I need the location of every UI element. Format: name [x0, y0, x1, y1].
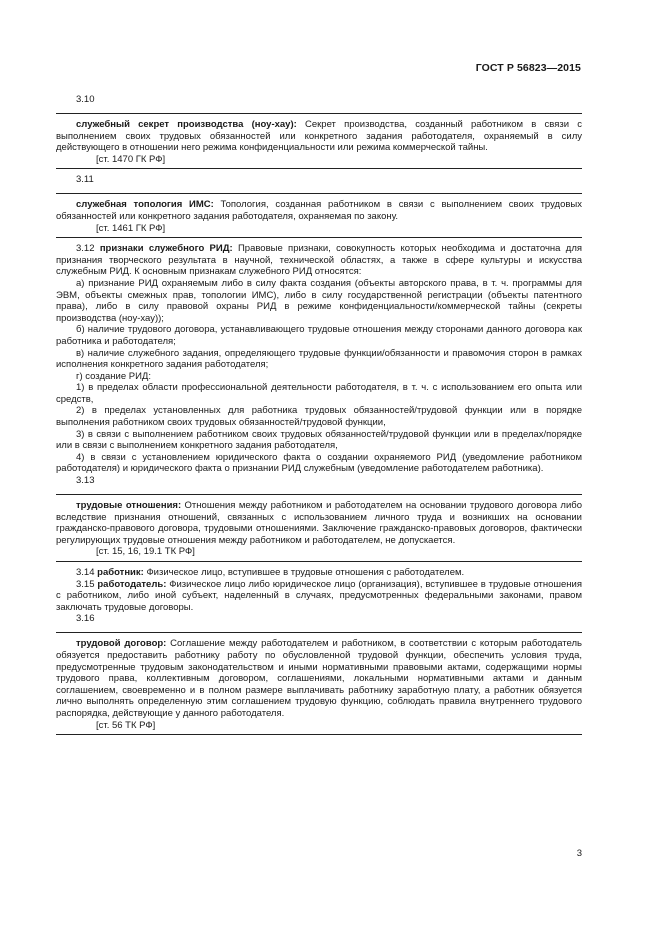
definition-box: [56, 193, 582, 238]
term: трудовой договор:: [76, 638, 167, 650]
section-number: 3.14: [76, 567, 95, 578]
definition: Отношения между работником и работодателем на основании трудового договора либо вследствие признания отношений, связанных с использованием личного труда и возникших на основании гражданско-правового договора, трудовыми отношениями. Заключение гражданско-правовых договоров, фактически регулирующих трудовые отношения между работником и работодателем, не допускается.: [56, 500, 582, 546]
source-reference: [ст. 1461 ГК РФ]: [96, 222, 166, 234]
definition: Секрет производства, созданный работником в связи с выполнением своих трудовых обязанностей или конкретного задания работодателя, охраняемый в силу действующего в отношении него режима конфиденциальности или режима коммерческой тайны.: [56, 119, 582, 154]
section-number: 3.12: [76, 243, 95, 255]
definition: Правовые признаки, совокупность которых необходима и достаточна для признания творческого результата в научной, технической областях, а также в сфере культуры и искусства служебным РИД. К основным признакам служебного РИД относятся:: [56, 243, 583, 278]
term: работник:: [97, 567, 144, 578]
list-item: г) создание РИД:: [76, 370, 151, 382]
section-number: 3.13: [76, 475, 95, 487]
source-reference: [ст. 15, 16, 19.1 ТК РФ]: [96, 546, 195, 558]
definition-text: [56, 243, 582, 278]
list-item: 2) в пределах установленных для работника трудовых обязанностей/трудовой функции или в порядке выполнения работником своих трудовых обязанностей/трудовой функции,: [56, 405, 582, 429]
definition-box: [56, 632, 582, 735]
page-number: 3: [576, 848, 582, 859]
definition: Соглашение между работодателем и работником, в соответствии с которым работодатель обязуется предоставить работнику работу по обусловленной трудовой функции, обеспечить условия труда, предусмотренные трудовым законодательством и иными нормативными правовыми актами, содержащими нормы трудового права, коллективным договором, соглашениями, локальными нормативными актами и данным соглашением, своевременно и в полном размере выплачивать работнику заработную плату, а работник обязуется лично выполнять определенную этим соглашением трудовую функцию, соблюдать правила внутреннего трудового распорядка, действующие у данного работодателя.: [56, 638, 582, 719]
term: служебная топология ИМС:: [76, 199, 214, 211]
list-item: в) наличие служебного задания, определяющего трудовые функции/обязанности и правомочия сторон в рамках исполнения конкретного задания работодателя;: [56, 347, 582, 371]
section-number: 3.11: [76, 174, 94, 186]
term: трудовые отношения:: [76, 500, 182, 512]
term: служебный секрет производства (ноу-хау):: [76, 119, 297, 130]
definition-text: [56, 500, 582, 546]
definition-box: [56, 494, 582, 562]
definition-text: [56, 199, 582, 222]
definition-text: [56, 638, 582, 719]
term: признаки служебного РИД:: [99, 243, 233, 255]
definition-text: [56, 567, 582, 579]
list-item: б) наличие трудового договора, устанавливающего трудовые отношения между сторонами данного договора как работника и работодателя;: [56, 324, 582, 347]
term: работодатель:: [97, 578, 167, 590]
definition-text: [56, 119, 582, 154]
list-item: 1) в пределах области профессиональной деятельности работодателя, в т. ч. с использованием его опыта или средств,: [56, 382, 582, 405]
source-reference: [ст. 56 ТК РФ]: [96, 719, 156, 731]
section-number: 3.16: [76, 613, 95, 625]
document-header: ГОСТ Р 56823—2015: [475, 62, 581, 74]
list-item: 3) в связи с выполнением работником своих трудовых обязанностей/трудовой функции или в пределах/порядке или в связи с выполнением конкретного задания работодателя,: [56, 428, 582, 452]
source-reference: [ст. 1470 ГК РФ]: [96, 153, 166, 165]
section-number: 3.10: [76, 94, 95, 105]
definition: Физическое лицо, вступившее в трудовые отношения с работодателем.: [143, 567, 465, 578]
definition: Физическое лицо либо юридическое лицо (организация), вступившее в трудовые отношения с работником, либо иной субъект, наделенный в случаях, предусмотренных федеральными законами, правом заключать трудовые договоры.: [56, 578, 582, 613]
list-item: 4) в связи с установлением юридического факта о создании охраняемого РИД (уведомление работником работодателя) и юридического факта о признании РИД служебным (уведомление работодателем работника).: [56, 451, 582, 475]
section-number: 3.15: [76, 578, 95, 590]
definition: Топология, созданная работником в связи с выполнением своих трудовых обязанностей или конкретного задания работодателя, охраняемая по закону.: [56, 199, 582, 222]
definition-text: [56, 579, 582, 614]
list-item: а) признание РИД охраняемым либо в силу факта создания (объекты авторского права, в т. ч. программы для ЭВМ, объекты смежных прав, топологии ИМС), либо в силу государственной регистрации (объекты патентного права), либо в силу правовой охраны РИД в режиме конфиденциальности/коммерческой тайны (секреты производства (ноу-хау));: [56, 277, 582, 324]
document-body: [56, 94, 582, 740]
definition-box: [56, 113, 582, 169]
